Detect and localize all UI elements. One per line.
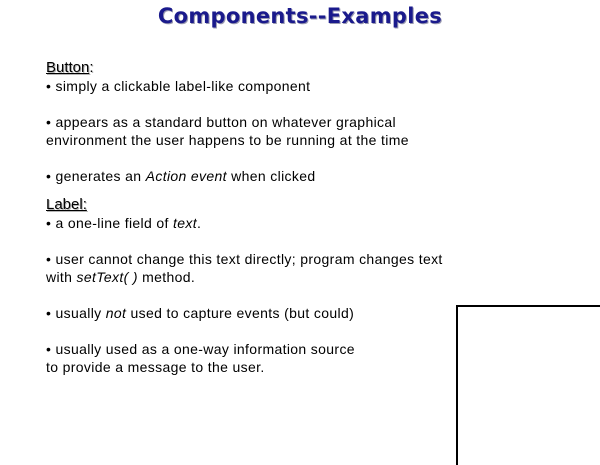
slide-content: [46, 58, 526, 376]
label-bullet-1-text-end: .: [196, 215, 202, 231]
label-bullet-4: • usually used as a one-way information source to provide a message to the user.: [46, 341, 355, 375]
button-heading-colon: :: [89, 59, 94, 76]
button-bullet-1: • simply a clickable label-like component: [46, 78, 311, 94]
button-heading-text: Button: [46, 59, 90, 76]
button-bullet-2: • appears as a standard button on whatever graphical environment the user happens to be running at the time: [46, 114, 409, 148]
label-bullet-3-emphasis: not: [105, 305, 127, 321]
label-bullet-2: [46, 250, 526, 286]
button-section-heading: [46, 58, 526, 77]
button-bullet-3-emphasis: Action event: [145, 168, 227, 184]
label-bullet-2-text: • user cannot change this text directly; program changes text with: [46, 251, 443, 285]
button-bullet-3-text: • generates an: [46, 168, 146, 184]
label-bullet-1-emphasis: text: [173, 215, 197, 231]
button-bullet-3-text-end: when clicked: [226, 168, 316, 184]
corner-frame: [456, 305, 600, 465]
slide-title: Components--Examples: [157, 4, 443, 28]
label-heading-text: Label:: [46, 196, 87, 213]
label-bullet-3: [46, 304, 526, 322]
label-bullet-2-emphasis: setText( ): [76, 269, 138, 285]
label-bullet-1-text: • a one-line field of: [46, 215, 174, 231]
label-bullet-1: [46, 214, 526, 232]
label-bullet-3-text-end: used to capture events (but could): [126, 305, 355, 321]
label-bullet-2-text-end: method.: [137, 269, 196, 285]
button-bullet-3: [46, 167, 526, 185]
label-bullet-3-text: • usually: [46, 305, 106, 321]
label-section-heading: [46, 195, 526, 214]
